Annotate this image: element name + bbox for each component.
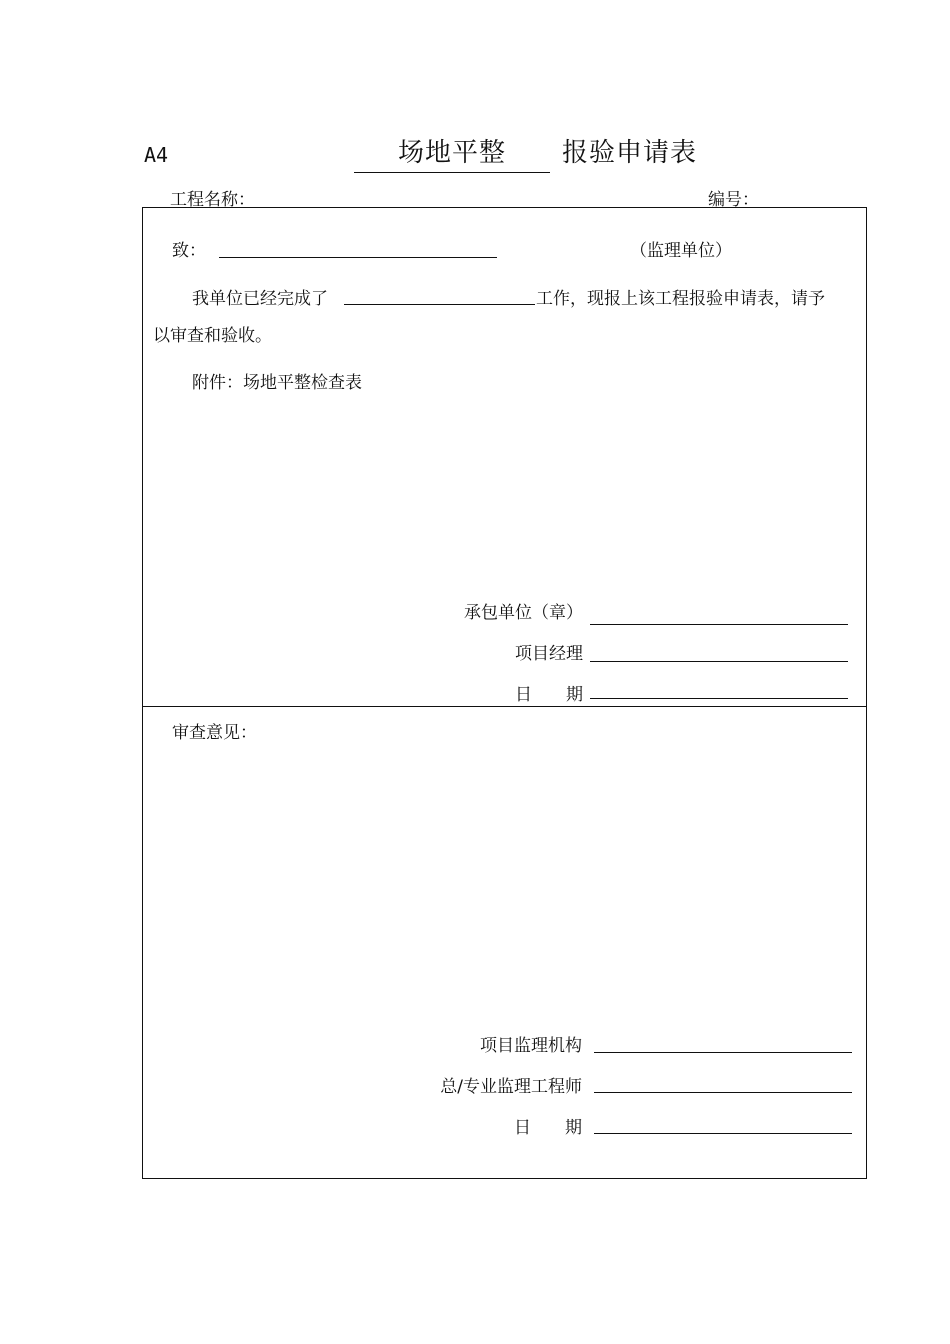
supervision-org-label: 项目监理机构 <box>480 1036 582 1056</box>
recipient-blank-line[interactable] <box>219 257 497 258</box>
contractor-signature-line[interactable] <box>590 624 848 625</box>
project-manager-signature-line[interactable] <box>590 661 848 662</box>
form-title: 报验申请表 <box>562 138 698 168</box>
application-date-label: 日 期 <box>515 685 583 705</box>
supervision-org-signature-line[interactable] <box>594 1052 852 1053</box>
body-text-part3: 以审查和验收。 <box>153 326 272 346</box>
review-opinion-label: 审查意见： <box>172 723 257 743</box>
review-date-line[interactable] <box>594 1133 852 1134</box>
review-date-label: 日 期 <box>514 1118 582 1138</box>
serial-number-label: 编号： <box>708 190 759 210</box>
supervisor-unit-label: （监理单位） <box>630 241 732 261</box>
work-item-blank-line[interactable] <box>344 304 535 305</box>
project-manager-label: 项目经理 <box>515 644 583 664</box>
chief-engineer-label: 总/专业监理工程师 <box>440 1077 582 1097</box>
chief-engineer-signature-line[interactable] <box>594 1092 852 1093</box>
body-text-part1: 我单位已经完成了 <box>192 289 328 309</box>
form-code: A4 <box>144 143 169 167</box>
application-date-line[interactable] <box>590 698 848 699</box>
body-text-part2: 工作，现报上该工程报验申请表，请予 <box>536 289 825 309</box>
title-fill-underline <box>354 172 550 173</box>
contractor-seal-label: 承包单位（章） <box>464 603 583 623</box>
attachment-text: 附件：场地平整检查表 <box>192 373 362 393</box>
to-label: 致： <box>172 241 206 261</box>
section-divider <box>142 706 867 707</box>
project-name-label: 工程名称： <box>170 190 255 210</box>
title-fill-text: 场地平整 <box>397 138 506 168</box>
